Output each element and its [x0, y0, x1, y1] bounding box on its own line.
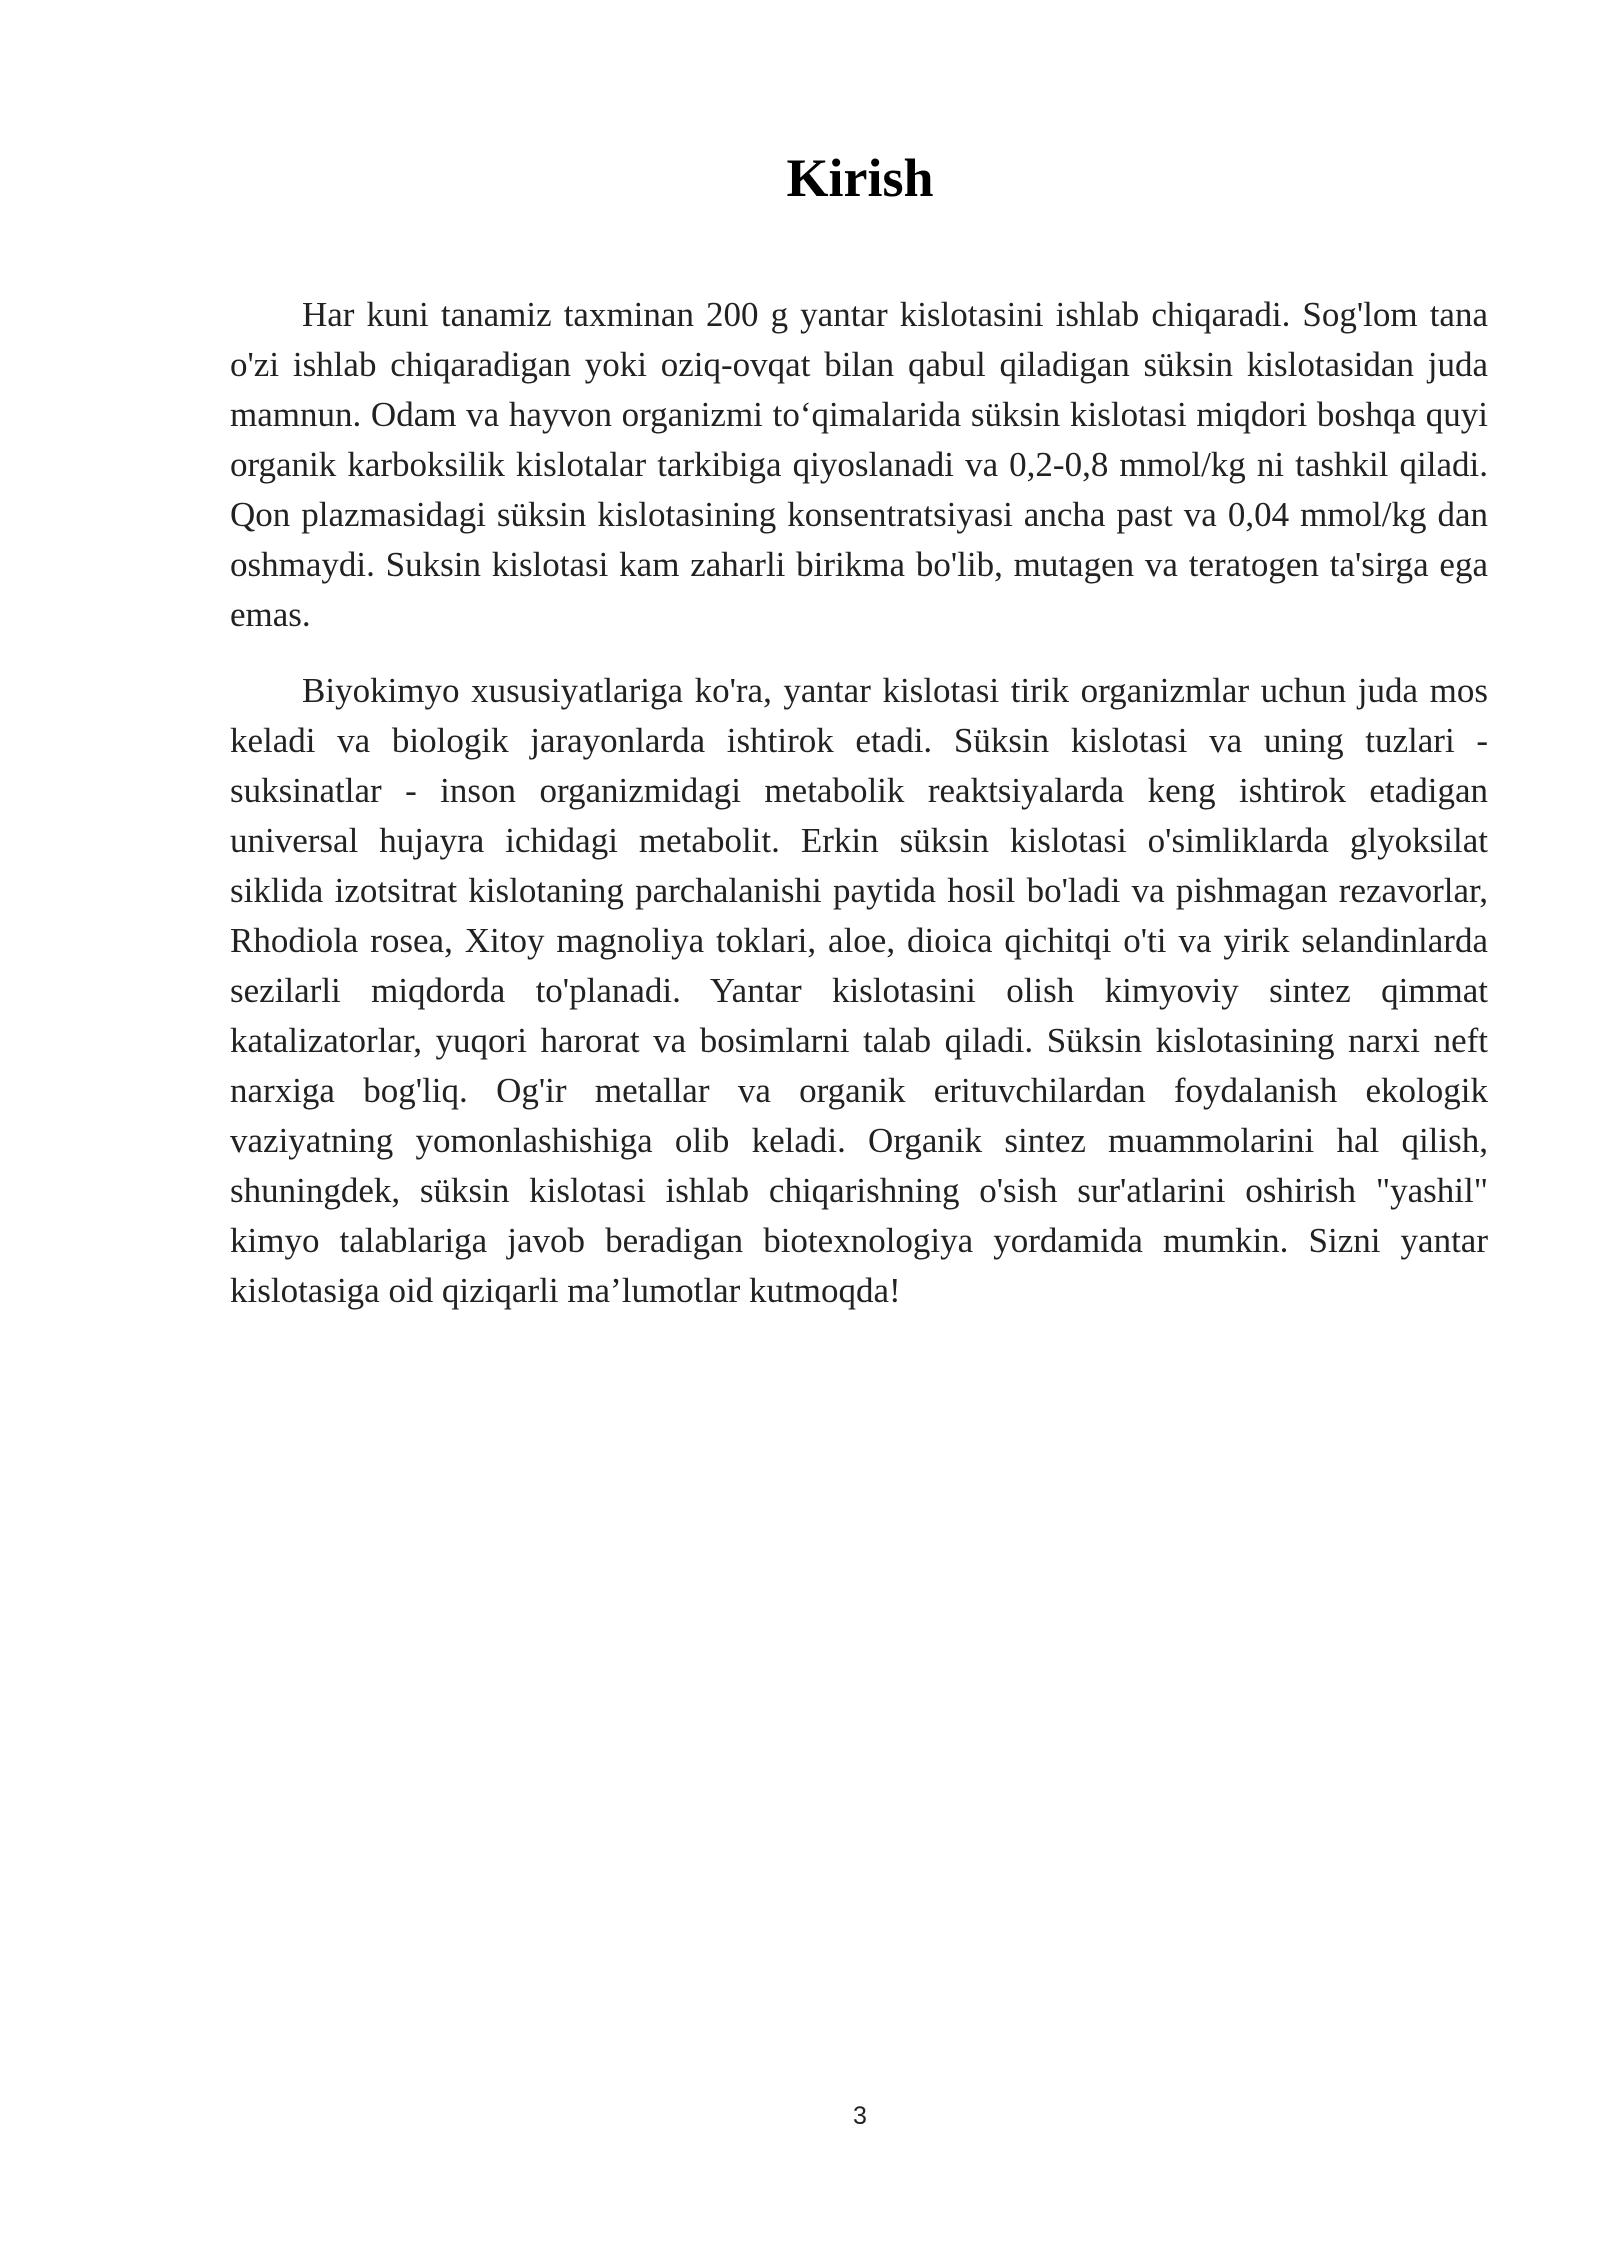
- paragraph-intro: Har kuni tanamiz taxminan 200 g yantar kislotasini ishlab chiqaradi. Sog'lom tana o'zi ishlab chiqaradigan yoki oziq-ovqat bilan qabul qiladigan süksin kislotasidan juda mamnun. Odam va hayvon organizmi to‘qimalarida süksin kislotasi miqdori boshqa quyi organik karboksilik kislotalar tarkibiga qiyoslanadi va 0,2-0,8 mmol/kg ni tashkil qiladi. Qon plazmasidagi süksin kislotasining konsentratsiyasi ancha past va 0,04 mmol/kg dan oshmaydi. Suksin kislotasi kam zaharli birikma bo'lib, mutagen va teratogen ta'sirga ega emas.: [230, 295, 1488, 634]
- body-text: [230, 290, 1488, 1316]
- page-number: 3: [853, 2102, 867, 2130]
- paragraph-biochemistry: Biyokimyo xususiyatlariga ko'ra, yantar kislotasi tirik organizmlar uchun juda mos keladi va biologik jarayonlarda ishtirok etadi. Süksin kislotasi va uning tuzlari - suksinatlar - inson organizmidagi metabolik reaktsiyalarda keng ishtirok etadigan universal hujayra ichidagi metabolit. Erkin süksin kislotasi o'simliklarda glyoksilat siklida izotsitrat kislotaning parchalanishi paytida hosil bo'ladi va pishmagan rezavorlar, Rhodiola rosea, Xitoy magnoliya toklari, aloe, dioica qichitqi o'ti va yirik selandinlarda sezilarli miqdorda to'planadi. Yantar kislotasini olish kimyoviy sintez qimmat katalizatorlar, yuqori harorat va bosimlarni talab qiladi. Süksin kislotasining narxi neft narxiga bog'liq. Og'ir metallar va organik erituvchilardan foydalanish ekologik vaziyatning yomonlashishiga olib keladi. Organik sintez muammolarini hal qilish, shuningdek, süksin kislotasi ishlab chiqarishning o'sish sur'atlarini oshirish "yashil" kimyo talablariga javob beradigan biotexnologiya yordamida mumkin. Sizni yantar kislotasiga oid qiziqarli ma’lumotlar kutmoqda!: [230, 671, 1488, 1310]
- page-title: Kirish: [786, 148, 934, 208]
